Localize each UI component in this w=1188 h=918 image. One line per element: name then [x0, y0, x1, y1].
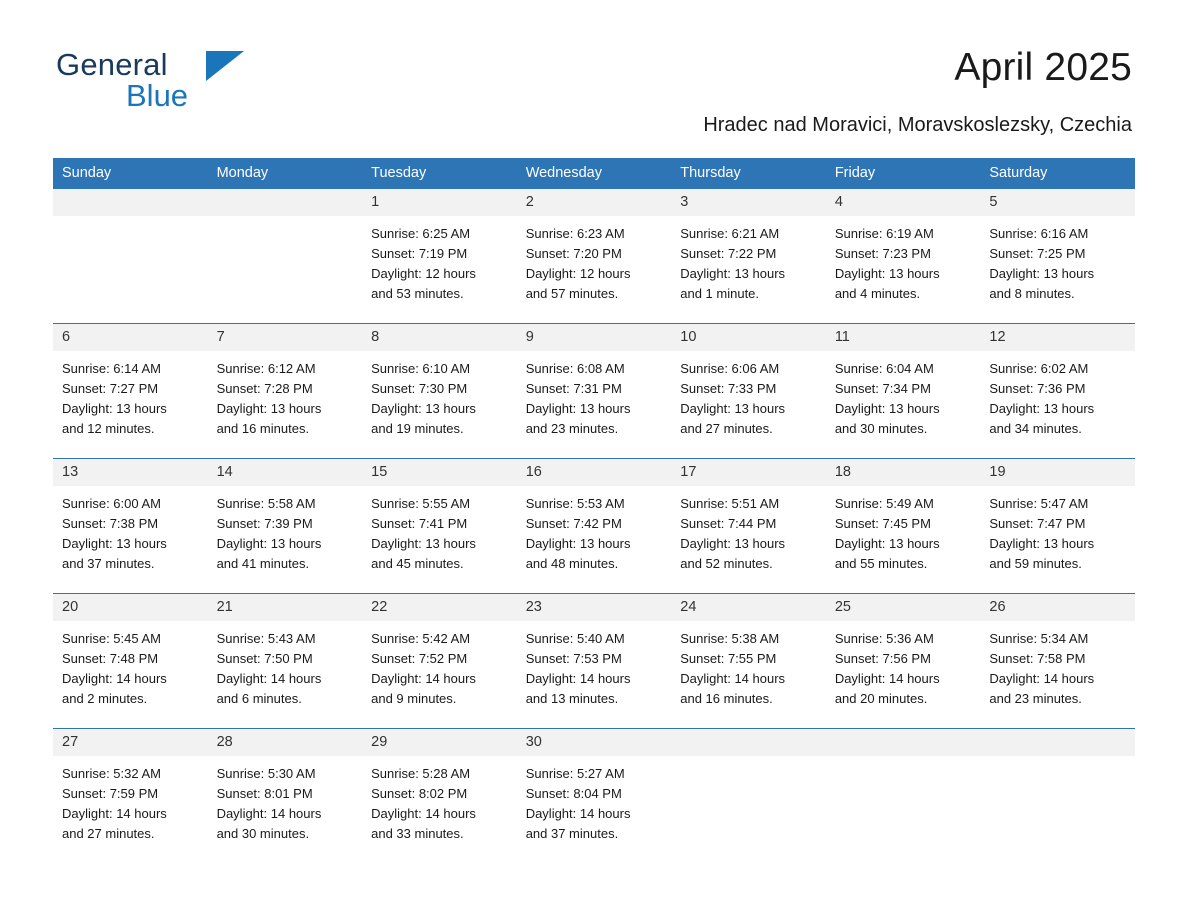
- logo[interactable]: [56, 48, 316, 112]
- day-info-sunrise: Sunrise: 6:19 AM: [834, 226, 934, 241]
- day-info-daylight1: Daylight: 14 hours: [680, 671, 786, 686]
- calendar-cell-inner: [208, 728, 363, 863]
- day-info: [826, 216, 981, 304]
- day-info-daylight1: Daylight: 14 hours: [989, 671, 1095, 686]
- day-info-daylight2: and 16 minutes.: [680, 691, 773, 706]
- calendar-day-cell[interactable]: [671, 593, 826, 728]
- calendar-cell-inner: [362, 323, 517, 458]
- day-info-daylight1: Daylight: 13 hours: [989, 266, 1095, 281]
- weekday-header-wednesday: Wednesday: [517, 158, 672, 188]
- day-info-sunset: Sunset: 7:45 PM: [834, 516, 931, 531]
- calendar-cell-inner: [53, 458, 208, 593]
- day-info-sunrise: Sunrise: 5:49 AM: [834, 496, 934, 511]
- day-info-daylight1: Daylight: 14 hours: [62, 671, 167, 686]
- calendar-day-cell[interactable]: [826, 323, 981, 458]
- day-info-daylight1: Daylight: 13 hours: [680, 266, 786, 281]
- day-info-daylight2: and 1 minute.: [680, 286, 760, 301]
- day-number: 29: [362, 729, 517, 756]
- day-info-sunset: Sunset: 7:56 PM: [834, 651, 931, 666]
- day-info-daylight2: and 34 minutes.: [989, 421, 1082, 436]
- day-info-sunrise: Sunrise: 6:02 AM: [989, 361, 1089, 376]
- day-info-sunset: Sunset: 7:39 PM: [216, 516, 313, 531]
- day-number: 8: [362, 324, 517, 351]
- day-info-daylight2: and 59 minutes.: [989, 556, 1082, 571]
- day-info-sunset: Sunset: 7:47 PM: [989, 516, 1086, 531]
- calendar-cell-inner: [517, 188, 672, 323]
- day-info-sunrise: Sunrise: 5:36 AM: [834, 631, 934, 646]
- day-info-sunrise: Sunrise: 6:04 AM: [834, 361, 934, 376]
- day-info: [362, 621, 517, 709]
- calendar-cell-inner: [671, 188, 826, 323]
- day-info-daylight1: Daylight: 14 hours: [216, 671, 322, 686]
- day-info-sunrise: Sunrise: 6:23 AM: [525, 226, 625, 241]
- day-info-daylight2: and 27 minutes.: [680, 421, 773, 436]
- logo-text-blue: Blue: [126, 78, 189, 113]
- day-info-daylight1: Daylight: 14 hours: [371, 671, 476, 686]
- day-number: 12: [980, 324, 1135, 351]
- day-number: 7: [208, 324, 363, 351]
- day-info-sunrise: Sunrise: 6:10 AM: [371, 361, 471, 376]
- day-info-daylight2: and 48 minutes.: [525, 556, 619, 571]
- calendar-day-cell[interactable]: [362, 593, 517, 728]
- day-info-sunrise: Sunrise: 5:30 AM: [216, 766, 316, 781]
- day-info-daylight1: Daylight: 13 hours: [525, 401, 631, 416]
- calendar-day-cell[interactable]: [517, 593, 672, 728]
- day-info-sunset: Sunset: 7:59 PM: [62, 786, 159, 801]
- day-info-daylight2: and 13 minutes.: [525, 691, 619, 706]
- calendar-cell-inner: [671, 458, 826, 593]
- weekday-header-friday: Friday: [826, 158, 981, 188]
- day-number: 16: [517, 459, 672, 486]
- calendar-cell-inner: [826, 593, 981, 728]
- calendar-cell-inner: [671, 323, 826, 458]
- calendar-day-cell[interactable]: [208, 728, 363, 863]
- day-info: [362, 486, 517, 574]
- day-number: [53, 189, 208, 216]
- day-info-daylight2: and 12 minutes.: [62, 421, 155, 436]
- weekday-header-thursday: Thursday: [671, 158, 826, 188]
- day-info-daylight1: Daylight: 13 hours: [371, 536, 476, 551]
- day-info-daylight1: Daylight: 13 hours: [680, 536, 786, 551]
- calendar-cell-empty: [826, 728, 981, 863]
- day-info-daylight2: and 37 minutes.: [62, 556, 155, 571]
- day-info-sunrise: Sunrise: 5:53 AM: [525, 496, 625, 511]
- calendar-day-cell[interactable]: [517, 458, 672, 593]
- day-info-sunset: Sunset: 7:30 PM: [371, 381, 468, 396]
- calendar-cell-inner: [517, 323, 672, 458]
- day-info-daylight2: and 2 minutes.: [62, 691, 148, 706]
- calendar-cell-inner: [826, 458, 981, 593]
- calendar-day-cell[interactable]: [517, 323, 672, 458]
- calendar-day-cell[interactable]: [362, 188, 517, 323]
- calendar-week-row: [53, 188, 1135, 323]
- calendar-cell-inner: [980, 323, 1135, 458]
- day-info: [208, 486, 363, 574]
- day-info-sunset: Sunset: 7:25 PM: [989, 246, 1086, 261]
- day-info-sunset: Sunset: 7:52 PM: [371, 651, 468, 666]
- day-number: 4: [826, 189, 981, 216]
- day-number: 24: [671, 594, 826, 621]
- calendar-cell-inner: [53, 188, 208, 323]
- day-info-daylight1: Daylight: 13 hours: [371, 401, 476, 416]
- calendar-cell-inner: [671, 593, 826, 728]
- day-info-sunrise: Sunrise: 5:28 AM: [371, 766, 471, 781]
- day-info: [517, 351, 672, 439]
- day-number: 14: [208, 459, 363, 486]
- day-info: [208, 756, 363, 844]
- day-info-sunset: Sunset: 7:50 PM: [216, 651, 313, 666]
- day-number: 1: [362, 189, 517, 216]
- calendar-cell-inner: [980, 728, 1135, 863]
- calendar-day-cell[interactable]: [980, 323, 1135, 458]
- day-info-daylight2: and 23 minutes.: [989, 691, 1082, 706]
- day-info-daylight1: Daylight: 13 hours: [989, 536, 1095, 551]
- calendar-week-row: [53, 323, 1135, 458]
- day-info-daylight1: Daylight: 13 hours: [834, 536, 940, 551]
- day-info-sunset: Sunset: 7:34 PM: [834, 381, 931, 396]
- calendar-cell-empty: [53, 188, 208, 323]
- day-info-sunset: Sunset: 8:02 PM: [371, 786, 468, 801]
- day-number: [980, 729, 1135, 756]
- weekday-header-tuesday: Tuesday: [362, 158, 517, 188]
- day-number: 30: [517, 729, 672, 756]
- day-info-sunset: Sunset: 7:23 PM: [834, 246, 931, 261]
- calendar-day-cell[interactable]: [362, 728, 517, 863]
- day-info-sunrise: Sunrise: 5:51 AM: [680, 496, 780, 511]
- calendar-day-cell[interactable]: [980, 593, 1135, 728]
- day-info-sunset: Sunset: 7:55 PM: [680, 651, 777, 666]
- day-info-daylight2: and 20 minutes.: [834, 691, 928, 706]
- day-number: [826, 729, 981, 756]
- logo-text-general: General: [56, 47, 168, 82]
- day-info-sunset: Sunset: 7:41 PM: [371, 516, 468, 531]
- day-info: [980, 216, 1135, 304]
- calendar-day-cell[interactable]: [826, 458, 981, 593]
- day-info: [826, 351, 981, 439]
- day-info: [208, 351, 363, 439]
- day-info: [517, 216, 672, 304]
- day-info-daylight2: and 55 minutes.: [834, 556, 928, 571]
- day-info-sunset: Sunset: 7:36 PM: [989, 381, 1086, 396]
- calendar-day-cell[interactable]: [517, 728, 672, 863]
- day-info-sunset: Sunset: 8:01 PM: [216, 786, 313, 801]
- day-info-daylight2: and 23 minutes.: [525, 421, 619, 436]
- calendar-cell-empty: [208, 188, 363, 323]
- weekday-header-monday: Monday: [208, 158, 363, 188]
- day-info-sunset: Sunset: 7:28 PM: [216, 381, 313, 396]
- day-number: 25: [826, 594, 981, 621]
- calendar-day-cell[interactable]: [53, 323, 208, 458]
- day-info-sunset: Sunset: 8:04 PM: [525, 786, 622, 801]
- day-number: 11: [826, 324, 981, 351]
- calendar-cell-inner: [362, 458, 517, 593]
- day-info-sunset: Sunset: 7:48 PM: [62, 651, 159, 666]
- day-info-daylight2: and 27 minutes.: [62, 826, 155, 841]
- calendar-cell-inner: [980, 458, 1135, 593]
- calendar-day-cell[interactable]: [362, 458, 517, 593]
- day-info-sunrise: Sunrise: 6:25 AM: [371, 226, 471, 241]
- day-info-sunrise: Sunrise: 6:16 AM: [989, 226, 1089, 241]
- day-info-daylight1: Daylight: 14 hours: [834, 671, 940, 686]
- day-info-daylight1: Daylight: 13 hours: [834, 266, 940, 281]
- day-number: 2: [517, 189, 672, 216]
- weekday-header-saturday: Saturday: [980, 158, 1135, 188]
- day-info-sunrise: Sunrise: 5:58 AM: [216, 496, 316, 511]
- day-info-daylight2: and 52 minutes.: [680, 556, 773, 571]
- calendar-cell-inner: [208, 593, 363, 728]
- day-info-daylight1: Daylight: 14 hours: [525, 671, 631, 686]
- day-info-sunset: Sunset: 7:44 PM: [680, 516, 777, 531]
- day-info: [362, 756, 517, 844]
- day-info-sunset: Sunset: 7:27 PM: [62, 381, 159, 396]
- day-info-sunset: Sunset: 7:42 PM: [525, 516, 622, 531]
- calendar-header-row: [53, 158, 1135, 188]
- day-number: 19: [980, 459, 1135, 486]
- calendar-day-cell[interactable]: [826, 188, 981, 323]
- day-info-daylight1: Daylight: 13 hours: [216, 401, 322, 416]
- day-number: 15: [362, 459, 517, 486]
- page-subtitle: Hradec nad Moravici, Moravskoslezsky, Czechia: [703, 114, 1132, 136]
- day-info-sunset: Sunset: 7:38 PM: [62, 516, 159, 531]
- day-info-sunrise: Sunrise: 5:42 AM: [371, 631, 471, 646]
- day-info-daylight2: and 53 minutes.: [371, 286, 464, 301]
- day-info: [517, 486, 672, 574]
- calendar-cell-inner: [208, 188, 363, 323]
- calendar-cell-inner: [208, 323, 363, 458]
- day-info-sunrise: Sunrise: 5:43 AM: [216, 631, 316, 646]
- day-number: [671, 729, 826, 756]
- day-info: [208, 621, 363, 709]
- weekday-header-sunday: Sunday: [53, 158, 208, 188]
- day-info-daylight1: Daylight: 13 hours: [834, 401, 940, 416]
- day-number: [208, 189, 363, 216]
- calendar-cell-empty: [671, 728, 826, 863]
- calendar-day-cell[interactable]: [362, 323, 517, 458]
- day-info-sunset: Sunset: 7:53 PM: [525, 651, 622, 666]
- day-info: [517, 621, 672, 709]
- day-info-daylight1: Daylight: 13 hours: [989, 401, 1095, 416]
- day-info-daylight2: and 33 minutes.: [371, 826, 464, 841]
- day-info-sunrise: Sunrise: 6:08 AM: [525, 361, 625, 376]
- day-info: [517, 756, 672, 844]
- day-info-daylight1: Daylight: 14 hours: [371, 806, 476, 821]
- day-info: [671, 351, 826, 439]
- day-number: 6: [53, 324, 208, 351]
- calendar-day-cell[interactable]: [517, 188, 672, 323]
- calendar-table: [53, 158, 1135, 863]
- day-info-daylight2: and 9 minutes.: [371, 691, 457, 706]
- day-info: [826, 486, 981, 574]
- day-number: 18: [826, 459, 981, 486]
- day-info-daylight1: Daylight: 14 hours: [62, 806, 167, 821]
- calendar-day-cell[interactable]: [208, 458, 363, 593]
- day-info-daylight2: and 37 minutes.: [525, 826, 619, 841]
- calendar-cell-inner: [980, 593, 1135, 728]
- day-info-daylight1: Daylight: 13 hours: [680, 401, 786, 416]
- day-info-daylight2: and 4 minutes.: [834, 286, 921, 301]
- day-info-sunset: Sunset: 7:33 PM: [680, 381, 777, 396]
- day-info-sunrise: Sunrise: 5:55 AM: [371, 496, 471, 511]
- calendar-week-row: [53, 728, 1135, 863]
- day-info: [671, 216, 826, 304]
- calendar-cell-inner: [517, 728, 672, 863]
- day-info-daylight2: and 8 minutes.: [989, 286, 1075, 301]
- day-info: [53, 486, 208, 574]
- day-info-daylight2: and 30 minutes.: [834, 421, 928, 436]
- calendar-day-cell[interactable]: [53, 728, 208, 863]
- day-number: 13: [53, 459, 208, 486]
- calendar-day-cell[interactable]: [208, 323, 363, 458]
- calendar-day-cell[interactable]: [980, 188, 1135, 323]
- day-info: [980, 621, 1135, 709]
- calendar-cell-inner: [362, 188, 517, 323]
- calendar-cell-inner: [53, 323, 208, 458]
- day-number: 9: [517, 324, 672, 351]
- day-number: 28: [208, 729, 363, 756]
- day-info-sunrise: Sunrise: 6:00 AM: [62, 496, 161, 511]
- day-number: 22: [362, 594, 517, 621]
- day-info-daylight1: Daylight: 13 hours: [62, 536, 167, 551]
- day-info-daylight2: and 45 minutes.: [371, 556, 464, 571]
- calendar-cell-inner: [362, 728, 517, 863]
- calendar-cell-inner: [826, 728, 981, 863]
- day-info-daylight2: and 41 minutes.: [216, 556, 310, 571]
- day-info-sunrise: Sunrise: 6:12 AM: [216, 361, 316, 376]
- day-info: [980, 486, 1135, 574]
- day-info-daylight1: Daylight: 12 hours: [525, 266, 631, 281]
- day-info-sunrise: Sunrise: 5:47 AM: [989, 496, 1089, 511]
- day-info-daylight2: and 16 minutes.: [216, 421, 310, 436]
- calendar-day-cell[interactable]: [980, 458, 1135, 593]
- day-info-sunset: Sunset: 7:19 PM: [371, 246, 468, 261]
- day-info: [53, 756, 208, 844]
- day-info: [53, 621, 208, 709]
- day-number: 17: [671, 459, 826, 486]
- day-info-sunrise: Sunrise: 6:14 AM: [62, 361, 161, 376]
- triangle-flag-icon: [206, 51, 244, 81]
- calendar-cell-inner: [517, 593, 672, 728]
- day-number: 23: [517, 594, 672, 621]
- calendar-cell-inner: [826, 188, 981, 323]
- day-info-sunrise: Sunrise: 5:32 AM: [62, 766, 161, 781]
- day-info: [671, 621, 826, 709]
- day-number: 5: [980, 189, 1135, 216]
- calendar-cell-inner: [671, 728, 826, 863]
- calendar-cell-empty: [980, 728, 1135, 863]
- day-info-sunrise: Sunrise: 5:34 AM: [989, 631, 1089, 646]
- calendar-cell-inner: [517, 458, 672, 593]
- calendar-week-row: [53, 593, 1135, 728]
- calendar-day-cell[interactable]: [208, 593, 363, 728]
- calendar-cell-inner: [980, 188, 1135, 323]
- day-info-daylight1: Daylight: 13 hours: [216, 536, 322, 551]
- day-number: 26: [980, 594, 1135, 621]
- day-info-daylight2: and 6 minutes.: [216, 691, 302, 706]
- calendar-day-cell[interactable]: [671, 323, 826, 458]
- calendar-day-cell[interactable]: [671, 188, 826, 323]
- day-info-daylight1: Daylight: 13 hours: [62, 401, 167, 416]
- day-info: [671, 486, 826, 574]
- day-info-daylight2: and 30 minutes.: [216, 826, 310, 841]
- day-number: 21: [208, 594, 363, 621]
- calendar-week-row: [53, 458, 1135, 593]
- calendar-cell-inner: [53, 593, 208, 728]
- day-info-daylight1: Daylight: 12 hours: [371, 266, 476, 281]
- day-info-daylight1: Daylight: 14 hours: [216, 806, 322, 821]
- calendar-cell-inner: [208, 458, 363, 593]
- day-number: 20: [53, 594, 208, 621]
- day-info: [362, 216, 517, 304]
- day-number: 3: [671, 189, 826, 216]
- calendar-cell-inner: [53, 728, 208, 863]
- calendar-day-cell[interactable]: [826, 593, 981, 728]
- calendar-day-cell[interactable]: [53, 593, 208, 728]
- day-info-sunset: Sunset: 7:22 PM: [680, 246, 777, 261]
- page-header: [0, 0, 1188, 136]
- day-info-sunset: Sunset: 7:58 PM: [989, 651, 1086, 666]
- day-info-daylight1: Daylight: 14 hours: [525, 806, 631, 821]
- day-number: 27: [53, 729, 208, 756]
- day-info-sunrise: Sunrise: 5:38 AM: [680, 631, 780, 646]
- day-number: 10: [671, 324, 826, 351]
- day-info-sunrise: Sunrise: 5:40 AM: [525, 631, 625, 646]
- page-title: April 2025: [954, 46, 1132, 89]
- day-info: [980, 351, 1135, 439]
- day-info-sunset: Sunset: 7:20 PM: [525, 246, 622, 261]
- calendar-day-cell[interactable]: [53, 458, 208, 593]
- day-info-sunrise: Sunrise: 6:21 AM: [680, 226, 780, 241]
- calendar-cell-inner: [362, 593, 517, 728]
- day-info-sunrise: Sunrise: 5:27 AM: [525, 766, 625, 781]
- day-info: [362, 351, 517, 439]
- day-info-daylight2: and 57 minutes.: [525, 286, 619, 301]
- day-info-sunrise: Sunrise: 6:06 AM: [680, 361, 780, 376]
- calendar-cell-inner: [826, 323, 981, 458]
- day-info: [826, 621, 981, 709]
- day-info: [53, 351, 208, 439]
- calendar-day-cell[interactable]: [671, 458, 826, 593]
- day-info-daylight2: and 19 minutes.: [371, 421, 464, 436]
- day-info-sunrise: Sunrise: 5:45 AM: [62, 631, 161, 646]
- day-info-daylight1: Daylight: 13 hours: [525, 536, 631, 551]
- day-info-sunset: Sunset: 7:31 PM: [525, 381, 622, 396]
